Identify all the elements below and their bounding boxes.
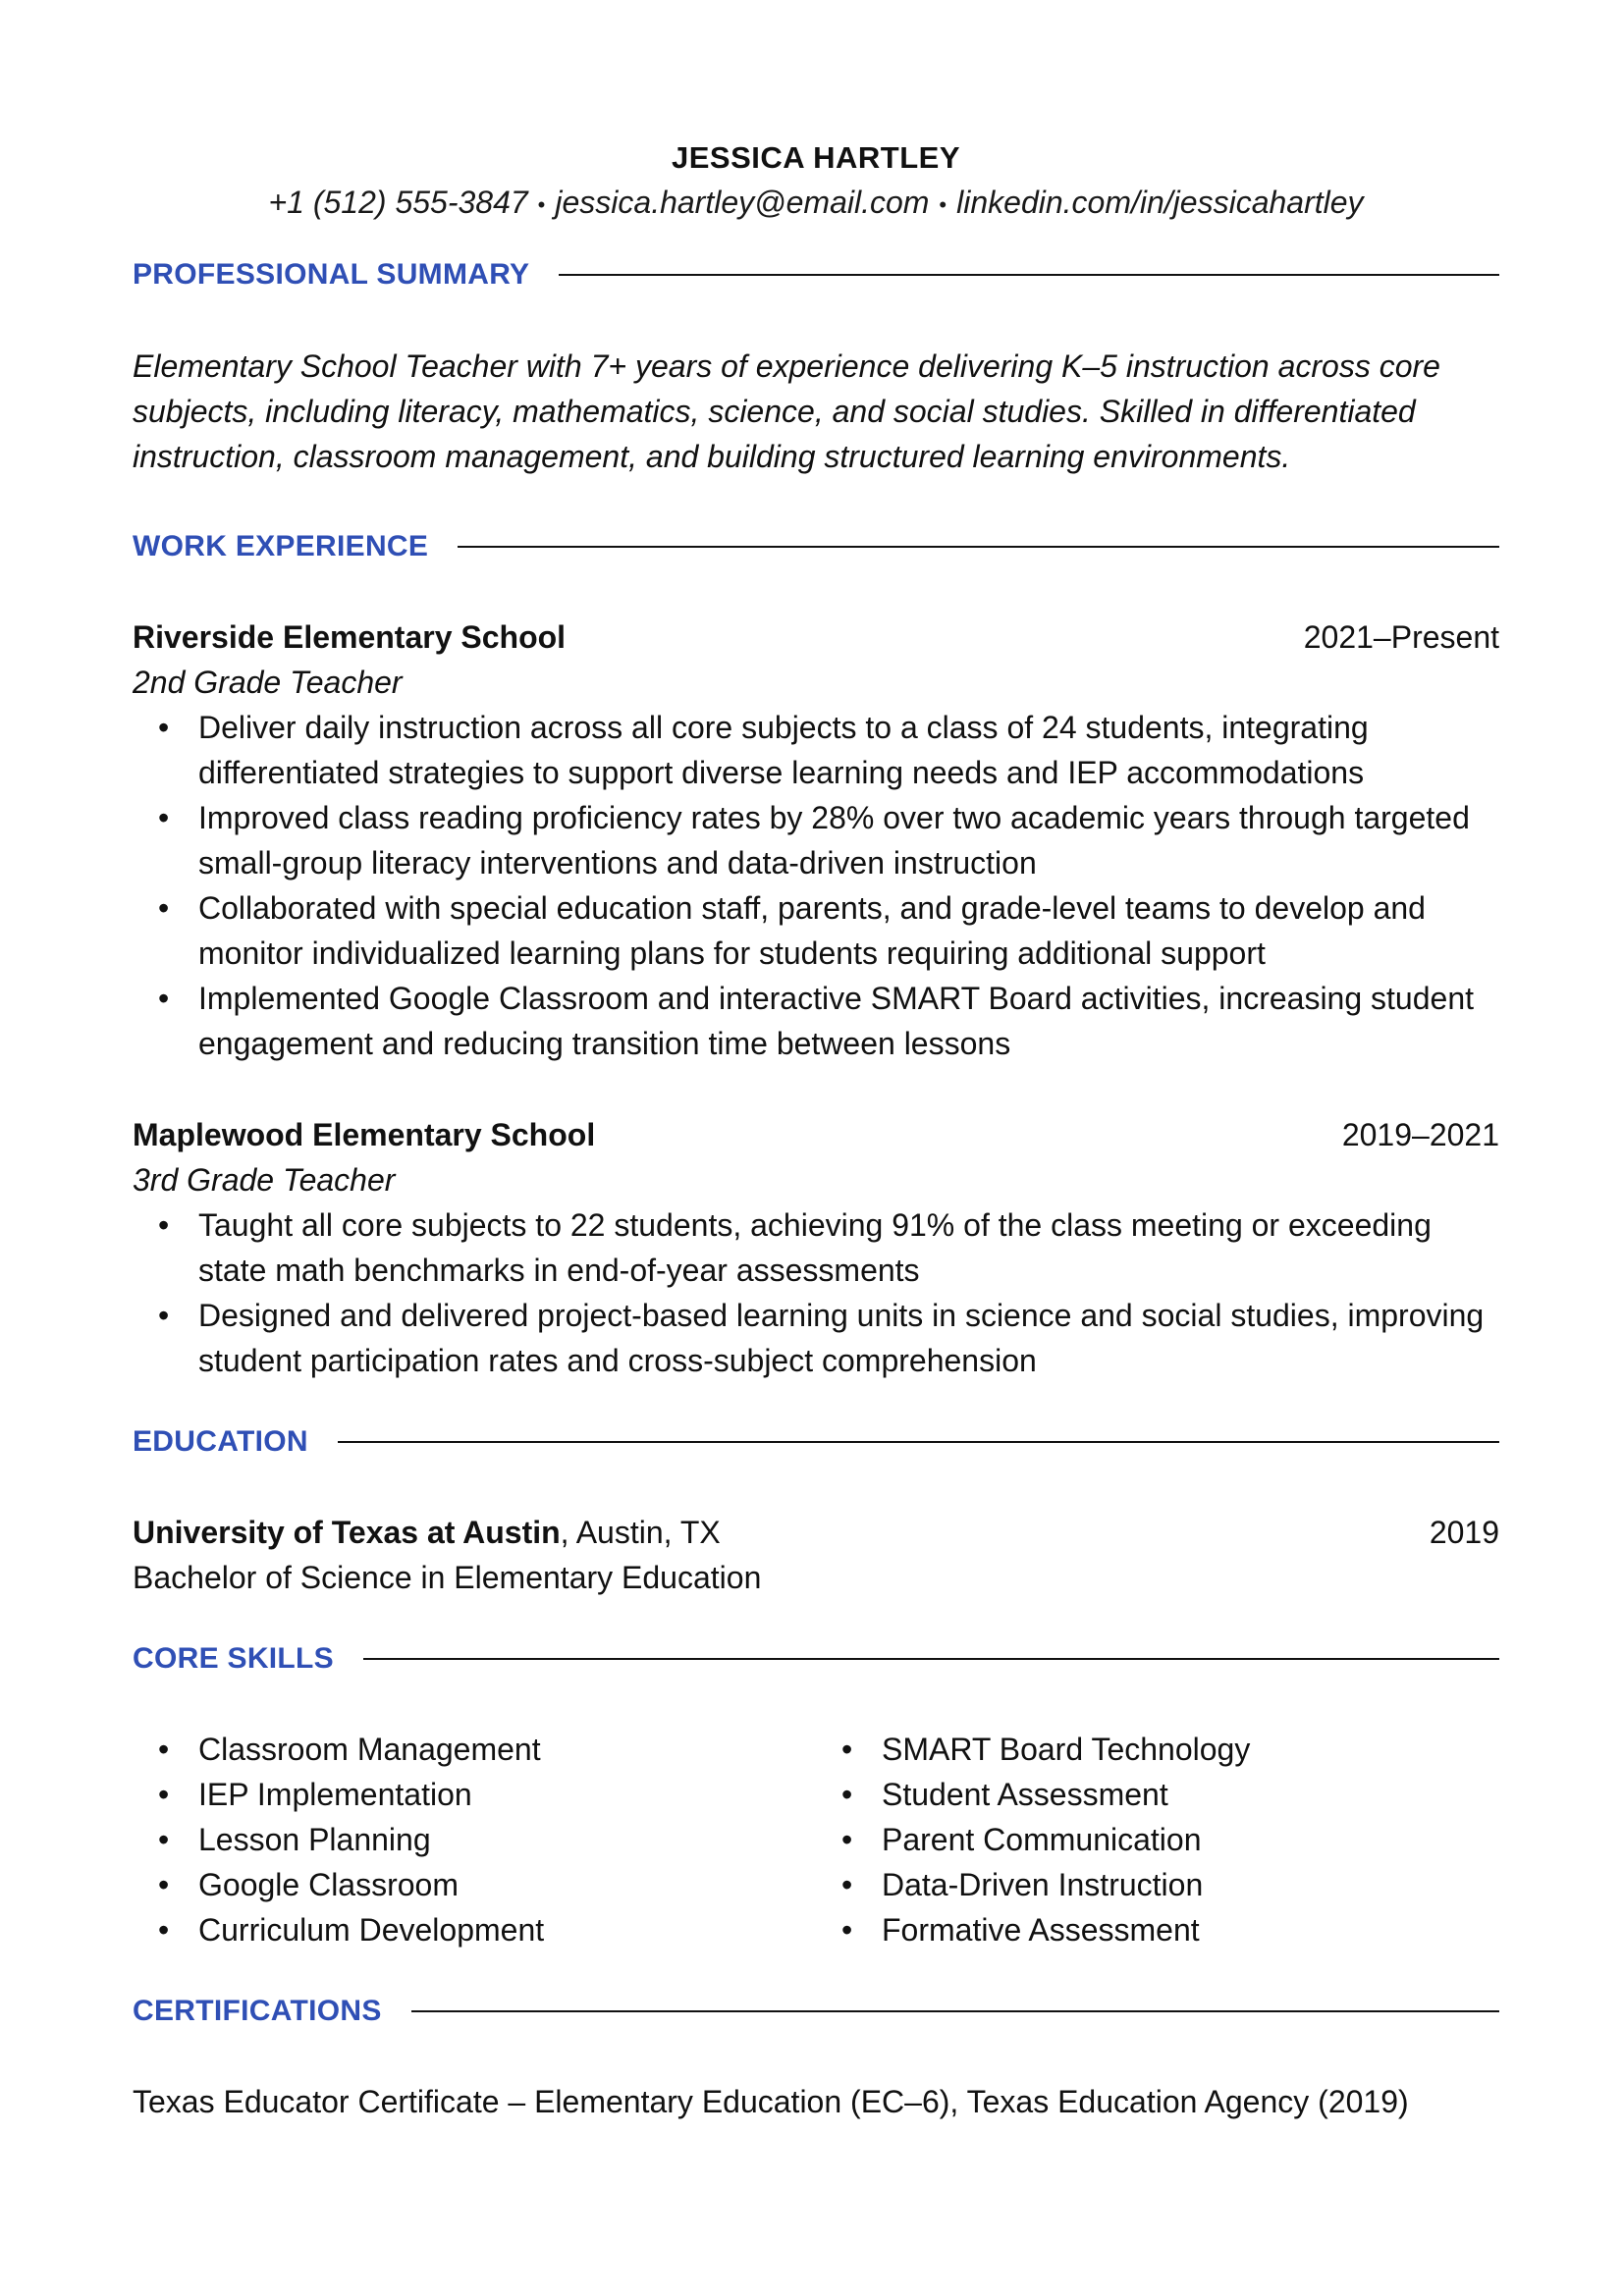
education-header xyxy=(133,1510,1499,1555)
job-dates: 2019–2021 xyxy=(1341,1116,1499,1152)
section-divider xyxy=(559,274,1499,276)
skill-item: • Formative Assessment xyxy=(816,1907,1499,1952)
skill-item: • Classroom Management xyxy=(133,1727,816,1772)
section-divider xyxy=(458,546,1499,548)
job-bullets xyxy=(133,705,1499,1066)
section-header-skills xyxy=(133,1637,1499,1681)
skills-column-left xyxy=(133,1727,816,1952)
list-item: • Designed and delivered project-based learning units in science and social studies, improving student participation rates and cross-subject comprehension xyxy=(133,1293,1499,1383)
section-header-certifications xyxy=(133,1990,1499,2033)
job-header xyxy=(133,614,1499,660)
skill-item: • IEP Implementation xyxy=(133,1772,816,1817)
contact-separator: • xyxy=(939,191,947,217)
summary-line: instruction, classroom management, and building structured learning environments. xyxy=(133,438,1291,474)
skill-item: • Lesson Planning xyxy=(133,1817,816,1862)
job-dates: 2021–Present xyxy=(1303,618,1499,655)
list-item: • Implemented Google Classroom and interactive SMART Board activities, increasing student engagement and reducing transition time between lessons xyxy=(133,976,1499,1066)
skill-item: • Data-Driven Instruction xyxy=(816,1862,1499,1907)
job-entry xyxy=(133,1112,1499,1383)
certification-text: Texas Educator Certificate – Elementary Education (EC–6), Texas Education Agency (2019) xyxy=(133,2083,1409,2119)
section-title: WORK EXPERIENCE xyxy=(133,529,429,562)
section-title: EDUCATION xyxy=(133,1424,308,1458)
list-item: • Collaborated with special education staff, parents, and grade-level teams to develop and monitor individualized learning plans for students requiring additional support xyxy=(133,885,1499,976)
job-bullets xyxy=(133,1202,1499,1383)
job-entry xyxy=(133,614,1499,1066)
section-divider xyxy=(411,2010,1499,2012)
list-item: • Taught all core subjects to 22 students, achieving 91% of the class meeting or exceeding state math benchmarks in end-of-year assessments xyxy=(133,1202,1499,1293)
section-title: PROFESSIONAL SUMMARY xyxy=(133,257,530,291)
skills-grid xyxy=(133,1727,1499,1952)
section-title: CORE SKILLS xyxy=(133,1641,334,1675)
skill-item: • SMART Board Technology xyxy=(816,1727,1499,1772)
job-role: 2nd Grade Teacher xyxy=(133,664,403,700)
resume-header xyxy=(133,0,1499,228)
skills-column-right xyxy=(816,1727,1499,1952)
summary-text xyxy=(133,344,1499,479)
list-item: • Improved class reading proficiency rates by 28% over two academic years through targeted small-group literacy interventions and data-driven instruction xyxy=(133,795,1499,885)
school-location: , Austin, TX xyxy=(560,1514,721,1550)
employer-name: Riverside Elementary School xyxy=(133,618,567,655)
graduation-year: 2019 xyxy=(1429,1514,1499,1550)
job-role: 3rd Grade Teacher xyxy=(133,1161,396,1198)
section-divider xyxy=(338,1441,1499,1443)
skill-item: • Google Classroom xyxy=(133,1862,816,1907)
skill-item: • Curriculum Development xyxy=(133,1907,816,1952)
degree-name: Bachelor of Science in Elementary Education xyxy=(133,1559,762,1595)
section-title: CERTIFICATIONS xyxy=(133,1994,382,2027)
skill-item: • Parent Communication xyxy=(816,1817,1499,1862)
list-item: • Deliver daily instruction across all core subjects to a class of 24 students, integrating differentiated strategies to support diverse learning needs and IEP accommodations xyxy=(133,705,1499,795)
education-entry xyxy=(133,1510,1499,1600)
email-address: jessica.hartley@email.com xyxy=(555,185,930,220)
contact-separator: • xyxy=(537,191,546,217)
contact-line xyxy=(133,180,1499,228)
employer-name: Maplewood Elementary School xyxy=(133,1116,596,1152)
section-header-experience xyxy=(133,525,1499,568)
job-header xyxy=(133,1112,1499,1157)
section-header-summary xyxy=(133,253,1499,296)
section-divider xyxy=(363,1658,1499,1660)
summary-line: Elementary School Teacher with 7+ years of experience delivering K–5 instruction across core xyxy=(133,347,1440,384)
summary-line: subjects, including literacy, mathematics, science, and social studies. Skilled in differentiated xyxy=(133,393,1416,429)
resume-page xyxy=(133,0,1499,2124)
linkedin-url: linkedin.com/in/jessicahartley xyxy=(956,185,1364,220)
skill-item: • Student Assessment xyxy=(816,1772,1499,1817)
phone-number: +1 (512) 555-3847 xyxy=(268,185,528,220)
section-header-education xyxy=(133,1420,1499,1464)
candidate-name: JESSICA HARTLEY xyxy=(671,140,960,175)
school-name: University of Texas at Austin xyxy=(133,1514,561,1550)
